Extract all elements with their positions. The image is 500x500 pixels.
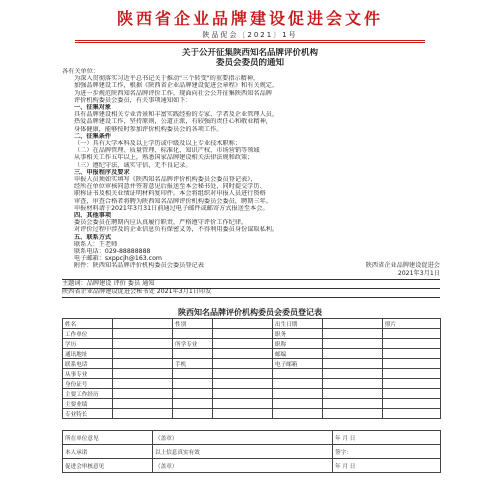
form-label-cell: 职务 <box>273 329 323 339</box>
form-row <box>63 409 441 419</box>
form-input-cell[interactable] <box>323 359 383 369</box>
form-input-cell[interactable] <box>383 389 441 399</box>
form-input-cell[interactable] <box>113 369 173 379</box>
form-input-cell[interactable] <box>173 369 213 379</box>
notice-paragraph: （二）在品牌管理、质量管理、标准化、知识产权、市场营销等领域 <box>74 147 260 155</box>
form-input-cell[interactable] <box>323 369 383 379</box>
form-label-cell: 通讯地址 <box>63 349 113 359</box>
notice-paragraph: （一）具有大学本科及以上学历或中级及以上专业技术职称； <box>74 140 242 148</box>
notice-section-heading: 五、联系方式 <box>74 233 112 241</box>
form-label-cell: 身份证号 <box>63 379 113 389</box>
form-input-cell[interactable] <box>113 339 173 349</box>
form-input-cell[interactable] <box>113 409 173 419</box>
form-row <box>63 329 441 339</box>
notice-paragraph: 加强品牌建设工作，根据《陕西省企业品牌建设促进会章程》和有关规定， <box>74 82 279 90</box>
opinion-label-cell: 所在单位意见 <box>63 431 153 445</box>
notice-paragraph: 审查，审查合格者将聘为陕西知名品牌评价机构委员会委员，聘期三年。 <box>74 197 272 205</box>
notice-paragraph: 身体健康，能够按时参加评价机构委员会的各项工作。 <box>74 125 223 133</box>
form-input-cell[interactable] <box>323 349 383 359</box>
form-row <box>63 349 441 359</box>
form-label-cell: 照片 <box>383 319 441 329</box>
cc-line-2: 陕西省企业品牌建设促进会秘书处 2021年3月1日印发 <box>62 288 212 295</box>
form-input-cell[interactable] <box>383 349 441 359</box>
notice-paragraph: 为进一步规范陕西知名品牌评价工作，现面向社会公开征集陕西知名品牌 <box>74 89 272 97</box>
cc-bottom-rule <box>62 297 440 298</box>
form-input-cell[interactable] <box>113 399 173 409</box>
form-input-cell[interactable] <box>323 389 383 399</box>
form-row <box>63 369 441 379</box>
form-label-cell: 职称 <box>273 339 323 349</box>
form-row <box>63 379 441 389</box>
notice-body <box>62 68 442 284</box>
notice-salutation: 各有关单位： <box>62 68 100 75</box>
opinion-value-cell[interactable]: （盖章） <box>153 459 333 473</box>
opinion-row <box>63 459 441 473</box>
opinion-table <box>62 430 441 473</box>
opinion-row <box>63 445 441 459</box>
form-input-cell[interactable] <box>113 389 173 399</box>
form-input-cell[interactable] <box>173 379 213 389</box>
opinion-value-cell[interactable]: 年 月 日 <box>333 431 441 445</box>
notice-paragraph: 对评价过程中涉及的企业信息负有保密义务，不得利用委员身份谋取私利。 <box>74 226 279 234</box>
form-input-cell[interactable] <box>113 319 173 329</box>
form-label-cell: 电子邮箱 <box>273 359 323 369</box>
opinion-value-cell[interactable]: （盖章） <box>153 431 333 445</box>
form-label-cell: 专业特长 <box>63 409 113 419</box>
notice-paragraph: 委员会委员在聘期内应认真履行职责，严格遵守评价工作纪律， <box>74 219 248 227</box>
form-input-cell[interactable] <box>383 359 441 369</box>
cc-line-1: 主题词：品牌建设 评价 委员 通知 <box>62 280 155 287</box>
form-input-cell[interactable] <box>383 329 441 339</box>
form-input-cell[interactable] <box>213 399 273 409</box>
form-input-cell[interactable] <box>173 409 213 419</box>
form-input-cell[interactable] <box>213 369 273 379</box>
form-label-cell: 工作单位 <box>63 329 113 339</box>
notice-section-heading: 四、其他事项 <box>74 212 112 220</box>
opinion-label-cell: 本人承诺 <box>63 445 153 459</box>
notice-paragraph: 经所在单位审核同意并签署意见后报送至本会秘书处，同时提交学历、 <box>74 183 266 191</box>
notice-paragraph: 申报人员须如实填写《陕西知名品牌评价机构委员会委员登记表》， <box>74 176 257 184</box>
form-label-cell: 姓名 <box>63 319 113 329</box>
form-row <box>63 319 441 329</box>
form-input-cell[interactable] <box>383 379 441 389</box>
form-input-cell[interactable] <box>173 349 213 359</box>
form-label-cell: 邮编 <box>273 349 323 359</box>
document-header-title: 陕西省企业品牌建设促进会文件 <box>116 9 383 28</box>
form-label-cell: 主要工作经历 <box>63 389 113 399</box>
header-red-rule <box>75 40 425 41</box>
form-input-cell[interactable] <box>323 339 383 349</box>
notice-title-line-1: 关于公开征集陕西知名品牌评价机构 <box>181 48 318 58</box>
form-input-cell[interactable] <box>273 379 323 389</box>
form-title: 陕西知名品牌评价机构委员会委员登记表 <box>178 308 322 317</box>
notice-paragraph: 热爱品牌建设工作，坚持原则，公道正派，有较强的责任心和敬业精神， <box>74 118 272 126</box>
notice-paragraph: 附件：陕西知名品牌评价机构委员会委员登记表 <box>74 262 204 270</box>
form-label-cell: 性别 <box>173 319 213 329</box>
form-input-cell[interactable] <box>273 369 323 379</box>
notice-paragraph: 联系人：王老师 <box>74 240 118 248</box>
form-input-cell[interactable] <box>213 389 273 399</box>
form-input-cell[interactable] <box>213 339 273 349</box>
signature-org: 陕西省企业品牌建设促进会 <box>365 262 440 269</box>
form-row <box>63 339 441 349</box>
notice-paragraph: 联系电话：029-88888888 <box>74 248 151 256</box>
form-row <box>63 389 441 399</box>
notice-section-heading: 一、征集对象 <box>74 104 112 112</box>
opinion-value-cell[interactable]: 签字： <box>333 445 441 459</box>
form-label-cell: 主要业绩 <box>63 399 113 409</box>
form-label-cell: 出生日期 <box>273 319 323 329</box>
form-input-cell[interactable] <box>213 409 273 419</box>
form-label-cell: 所学专业 <box>173 339 213 349</box>
notice-paragraph: 评价机构委员会委员，有关事项通知如下： <box>74 96 192 104</box>
form-label-cell: 联系电话 <box>63 359 113 369</box>
form-input-cell[interactable] <box>213 329 273 339</box>
document-number: 陕品促会〔2021〕1号 <box>202 31 298 39</box>
form-input-cell[interactable] <box>323 379 383 389</box>
opinion-value-cell[interactable]: 年 月 日 <box>333 459 441 473</box>
form-input-cell[interactable] <box>273 389 323 399</box>
form-input-cell[interactable] <box>213 319 273 329</box>
notice-paragraphs <box>62 75 442 269</box>
signature-date: 2021年3月1日 <box>397 270 440 277</box>
form-input-cell[interactable] <box>383 339 441 349</box>
form-input-cell[interactable] <box>323 319 383 329</box>
form-input-cell[interactable] <box>323 399 383 409</box>
form-input-cell[interactable] <box>173 399 213 409</box>
notice-paragraph: 具有品牌建设相关专业背景和丰富实践经验的专家、学者及企业管理人员， <box>74 111 279 119</box>
form-input-cell[interactable] <box>383 369 441 379</box>
notice-paragraph: 为深入贯彻落实习近平总书记关于推动"三个转变"的重要指示精神， <box>74 75 260 83</box>
form-input-cell[interactable] <box>113 359 173 369</box>
opinion-row <box>63 431 441 445</box>
opinion-label-cell: 促进会审核意见 <box>63 459 153 473</box>
form-input-cell[interactable] <box>213 379 273 389</box>
notice-title-line-2: 委员会委员的通知 <box>215 58 284 68</box>
notice-section-heading: 三、申报程序及要求 <box>74 168 130 176</box>
notice-paragraph: 职称证书及相关业绩证明材料复印件。本会将组织对申报人员进行资格 <box>74 190 266 198</box>
form-label-cell: 从事专业 <box>63 369 113 379</box>
notice-paragraph: 从事相关工作五年以上，熟悉国家品牌建设相关法律法规和政策； <box>74 154 254 162</box>
form-input-cell[interactable] <box>273 409 323 419</box>
form-input-cell[interactable] <box>323 409 383 419</box>
form-input-cell[interactable] <box>113 329 173 339</box>
form-input-cell[interactable] <box>273 399 323 409</box>
form-input-cell[interactable] <box>323 329 383 339</box>
form-input-cell[interactable] <box>383 399 441 409</box>
notice-paragraph: 申报材料请于2021年3月31日前通过电子邮件或邮寄方式报送至本会。 <box>74 204 269 212</box>
form-input-cell[interactable] <box>113 349 173 359</box>
opinion-value-cell[interactable]: 以上信息真实有效 <box>153 445 333 459</box>
notice-paragraph: （三）遵纪守法，诚实守信，无不良记录。 <box>74 161 192 169</box>
form-row <box>63 359 441 369</box>
notice-section-heading: 二、征集条件 <box>74 132 112 140</box>
form-input-cell[interactable] <box>383 409 441 419</box>
form-input-cell[interactable] <box>113 379 173 389</box>
form-input-cell[interactable] <box>173 389 213 399</box>
header-red-rule-2 <box>75 42 425 43</box>
registration-form-table <box>62 318 441 419</box>
notice-paragraph: 电子邮箱：sxppcjh@163.com <box>74 255 162 263</box>
form-input-cell[interactable] <box>173 329 213 339</box>
form-input-cell[interactable] <box>213 349 273 359</box>
form-label-cell: 手机 <box>173 359 213 369</box>
form-input-cell[interactable] <box>213 359 273 369</box>
form-row <box>63 399 441 409</box>
form-label-cell: 学历 <box>63 339 113 349</box>
